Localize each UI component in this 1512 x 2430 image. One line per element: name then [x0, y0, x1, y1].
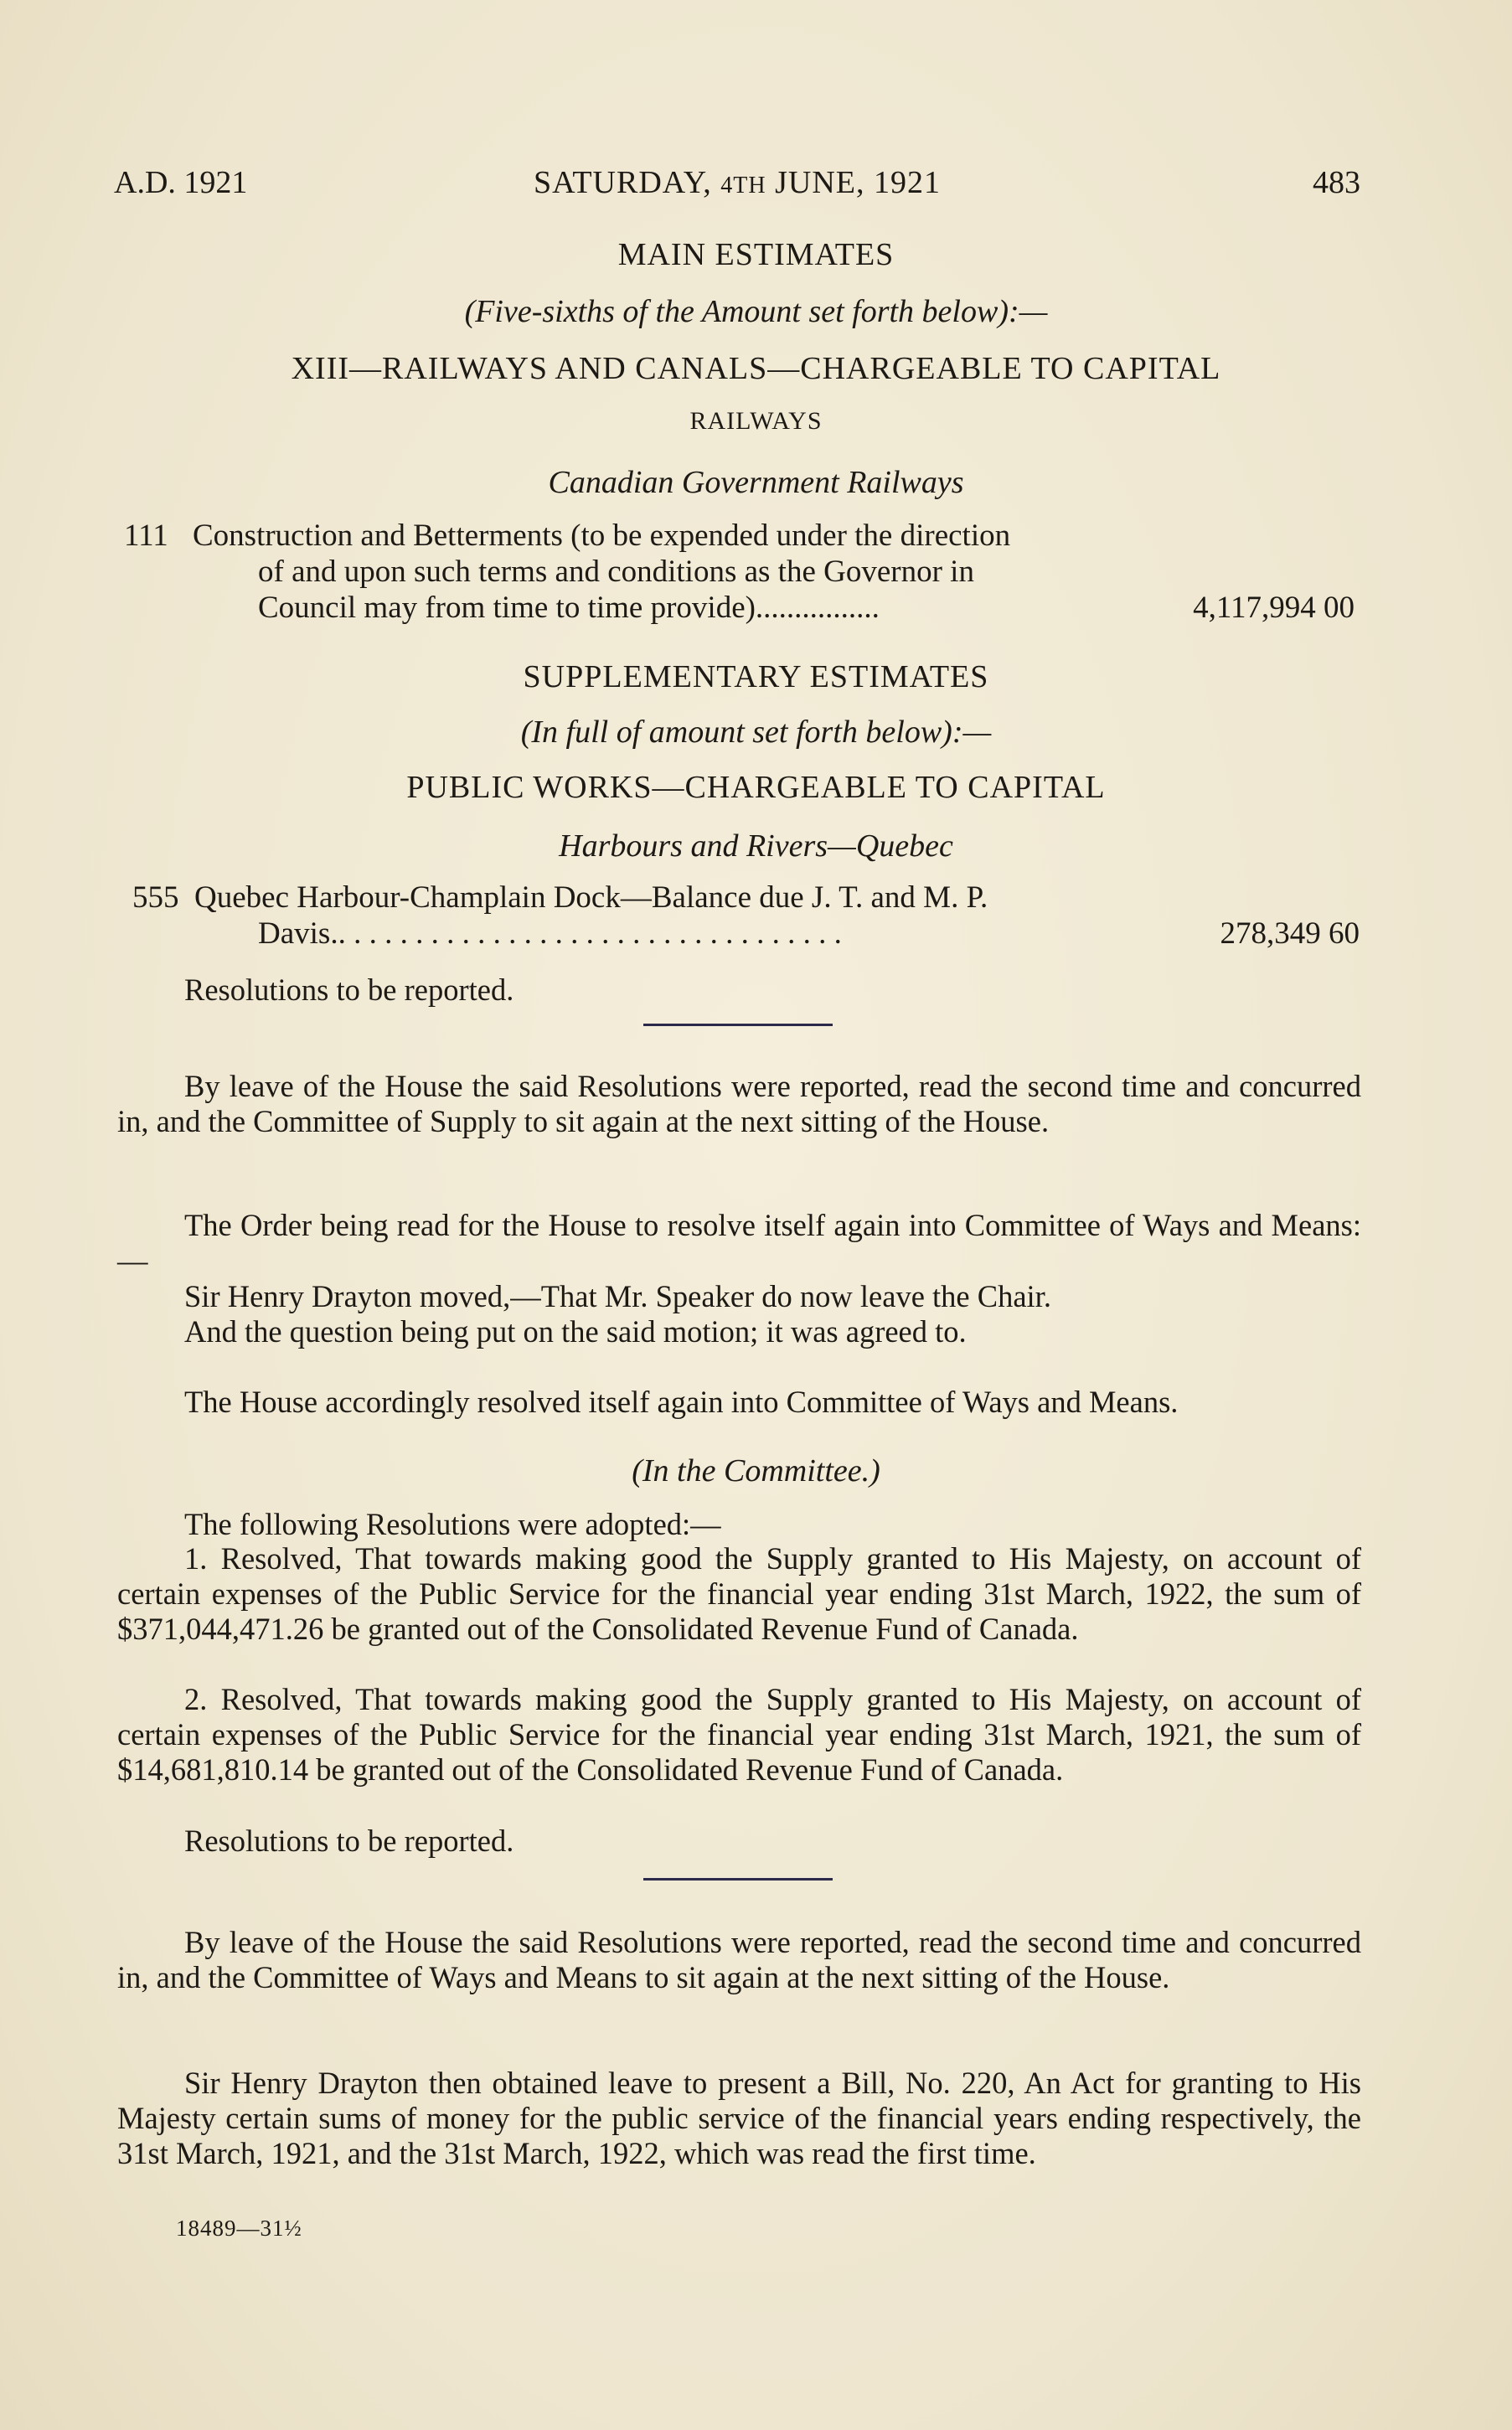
item-555-line2: Davis.. . . . . . . . . . . . . . . . . . . . . . . . . . . . . . . . .	[258, 916, 842, 951]
line-question-agreed: And the question being put on the said motion; it was agreed to.	[184, 1314, 967, 1349]
item-111-line1: Construction and Betterments (to be expended under the direction	[193, 519, 1011, 553]
paragraph-ways-means-reported: By leave of the House the said Resolutions were reported, read the second time and concurred in, and the Committee of Ways and Means to sit again at the next sitting of the House.	[117, 1925, 1361, 1994]
item-555-number: 555	[132, 880, 179, 915]
paragraph-resolved-committee: The House accordingly resolved itself again into Committee of Ways and Means.	[184, 1385, 1179, 1419]
resolution-1: 1. Resolved, That towards making good the Supply granted to His Majesty, on account of certain expenses of the Public Service for the financial year ending 31st March, 1922, the sum of $371,044,471.26 be granted out of the Consolidated Revenue Fund of Canada.	[117, 1541, 1361, 1646]
main-estimates-section: XIII—RAILWAYS AND CANALS—CHARGEABLE TO CAPITAL	[291, 351, 1221, 386]
line-drayton-moved: Sir Henry Drayton moved,—That Mr. Speaker do now leave the Chair.	[184, 1279, 1051, 1313]
supplementary-estimates-category: Harbours and Rivers—Quebec	[559, 828, 953, 864]
paragraph-supply-reported: By leave of the House the said Resolutions were reported, read the second time and concurred in, and the Committee of Supply to sit again at the next sitting of the House.	[117, 1069, 1361, 1138]
header-date: SATURDAY, 4TH JUNE, 1921	[533, 165, 942, 200]
header-year: A.D. 1921	[114, 165, 248, 200]
section-divider-2	[643, 1878, 833, 1881]
main-estimates-title: MAIN ESTIMATES	[617, 237, 895, 272]
section-divider-1	[643, 1024, 833, 1026]
main-estimates-subtitle: (Five-sixths of the Amount set forth below):—	[464, 294, 1048, 329]
item-111-line3: Council may from time to time provide)................	[258, 591, 880, 625]
running-header	[114, 164, 1360, 214]
printer-code: 18489—31½	[176, 2216, 302, 2241]
item-111-number: 111	[124, 519, 168, 553]
supplementary-estimates-title: SUPPLEMENTARY ESTIMATES	[523, 659, 989, 694]
main-estimates-subsection: RAILWAYS	[689, 407, 823, 435]
resolutions-note-1: Resolutions to be reported.	[184, 973, 514, 1007]
paragraph-order-read: The Order being read for the House to resolve itself again into Committee of Ways and Means:—	[117, 1208, 1361, 1277]
resolutions-note-2: Resolutions to be reported.	[184, 1824, 514, 1858]
supplementary-estimates-subtitle: (In full of amount set forth below):—	[520, 715, 992, 750]
item-555-amount: 278,349 60	[1220, 916, 1360, 951]
resolution-2: 2. Resolved, That towards making good the Supply granted to His Majesty, on account of certain expenses of the Public Service for the financial year ending 31st March, 1921, the sum of $14,681,810.14 be granted out of the Consolidated Revenue Fund of Canada.	[117, 1682, 1361, 1787]
main-estimates-category: Canadian Government Railways	[548, 465, 964, 500]
page-number: 483	[1313, 165, 1360, 200]
paragraph-bill-presented: Sir Henry Drayton then obtained leave to present a Bill, No. 220, An Act for granting to His Majesty certain sums of money for the public service of the financial years ending respectively, the 31st March, 1921, and the 31st March, 1922, which was read the first time.	[117, 2066, 1361, 2170]
item-555-line1: Quebec Harbour-Champlain Dock—Balance due J. T. and M. P.	[194, 880, 988, 915]
committee-note: (In the Committee.)	[632, 1453, 880, 1488]
item-111-amount: 4,117,994 00	[1193, 591, 1355, 625]
item-111-line2: of and upon such terms and conditions as the Governor in	[258, 555, 974, 589]
adopted-intro: The following Resolutions were adopted:—	[184, 1507, 721, 1541]
supplementary-estimates-section: PUBLIC WORKS—CHARGEABLE TO CAPITAL	[406, 770, 1106, 805]
